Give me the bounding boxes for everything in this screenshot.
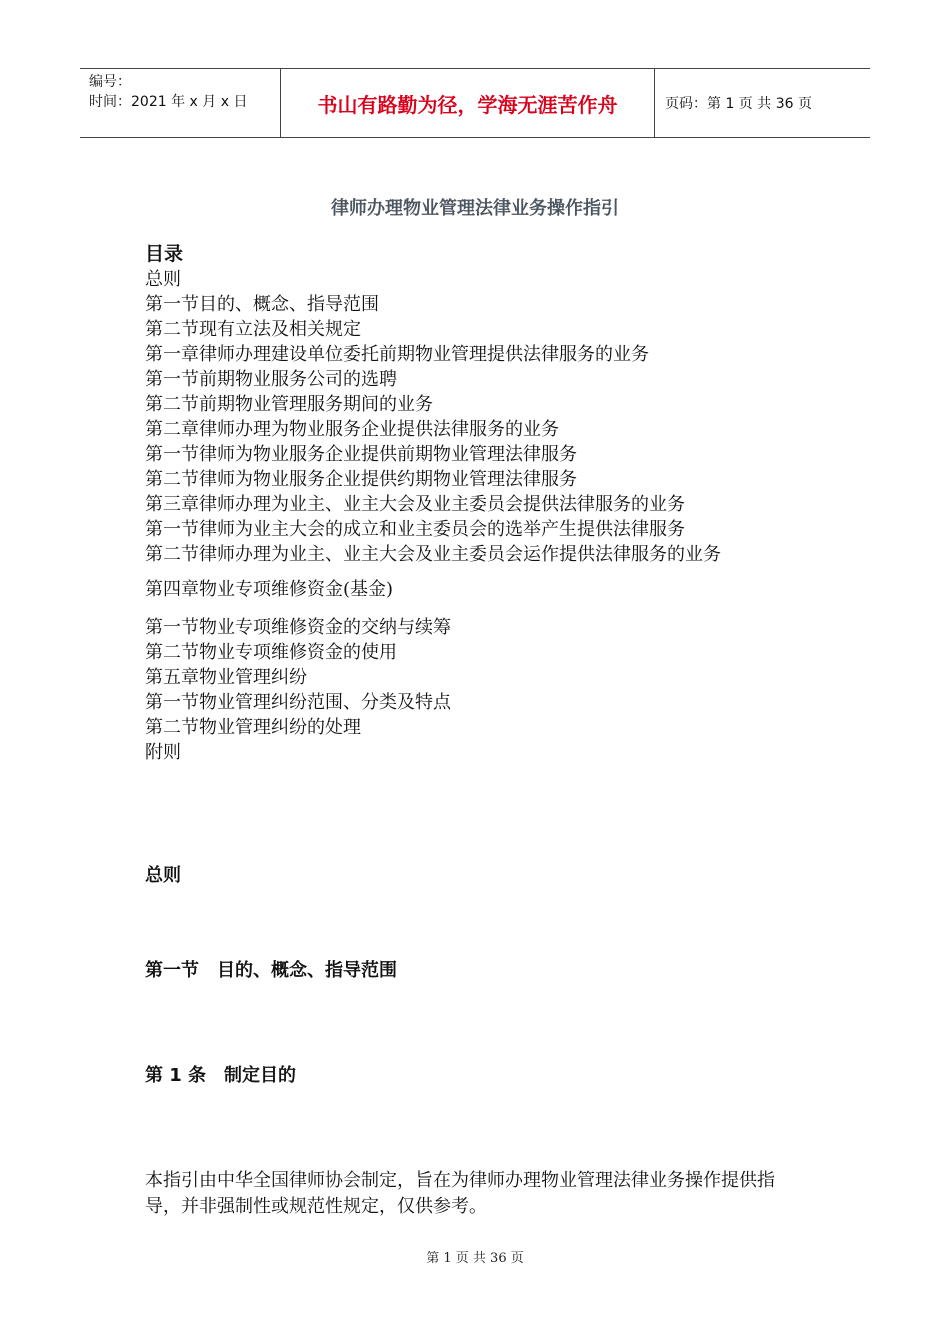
toc-item: 第一节物业专项维修资金的交纳与续筹 <box>145 617 451 638</box>
header-page-info: 页码：第 1 页 共 36 页 <box>665 96 812 112</box>
body-paragraph: 本指引由中华全国律师协会制定，旨在为律师办理物业管理法律业务操作提供指导，并非强制性或规范性规定，仅供参考。 <box>145 1170 775 1217</box>
toc-item: 第一节前期物业服务公司的选聘 <box>145 369 397 390</box>
toc-item: 附则 <box>145 742 181 763</box>
section-heading-general: 总则 <box>145 865 181 886</box>
toc-item: 第二节物业专项维修资金的使用 <box>145 642 397 663</box>
toc-item: 第四章物业专项维修资金(基金) <box>145 579 394 600</box>
date-label: 时间：2021 年 x 月 x 日 <box>89 94 248 110</box>
toc-item: 第五章物业管理纠纷 <box>145 667 307 688</box>
number-label: 编号： <box>89 74 131 90</box>
toc-item: 第一节律师为业主大会的成立和业主委员会的选举产生提供法律服务 <box>145 519 685 540</box>
toc-item: 第二节物业管理纠纷的处理 <box>145 717 361 738</box>
toc-item: 总则 <box>145 269 181 290</box>
toc-item: 第二章律师办理为物业服务企业提供法律服务的业务 <box>145 419 559 440</box>
toc-heading: 目录 <box>145 243 184 265</box>
toc-item: 第二节律师办理为业主、业主大会及业主委员会运作提供法律服务的业务 <box>145 544 721 565</box>
page-footer: 第 1 页 共 36 页 <box>426 1251 524 1266</box>
toc-item: 第一节物业管理纠纷范围、分类及特点 <box>145 692 451 713</box>
toc-item: 第二节律师为物业服务企业提供约期物业管理法律服务 <box>145 469 577 490</box>
toc-item: 第二节前期物业管理服务期间的业务 <box>145 394 433 415</box>
page-header <box>80 68 870 138</box>
toc-item: 第三章律师办理为业主、业主大会及业主委员会提供法律服务的业务 <box>145 494 685 515</box>
toc-item: 第二节现有立法及相关规定 <box>145 319 361 340</box>
table-of-contents <box>145 241 805 765</box>
toc-item: 第一章律师办理建设单位委托前期物业管理提供法律服务的业务 <box>145 344 649 365</box>
toc-item: 第一节律师为物业服务企业提供前期物业管理法律服务 <box>145 444 577 465</box>
document-title: 律师办理物业管理法律业务操作指引 <box>331 198 619 219</box>
section-heading-1: 第一节 目的、概念、指导范围 <box>145 960 397 981</box>
article-heading-1: 第 1 条 制定目的 <box>145 1065 297 1086</box>
toc-item: 第一节目的、概念、指导范围 <box>145 294 379 315</box>
header-motto: 书山有路勤为径，学海无涯苦作舟 <box>281 69 655 137</box>
header-meta <box>80 69 281 137</box>
